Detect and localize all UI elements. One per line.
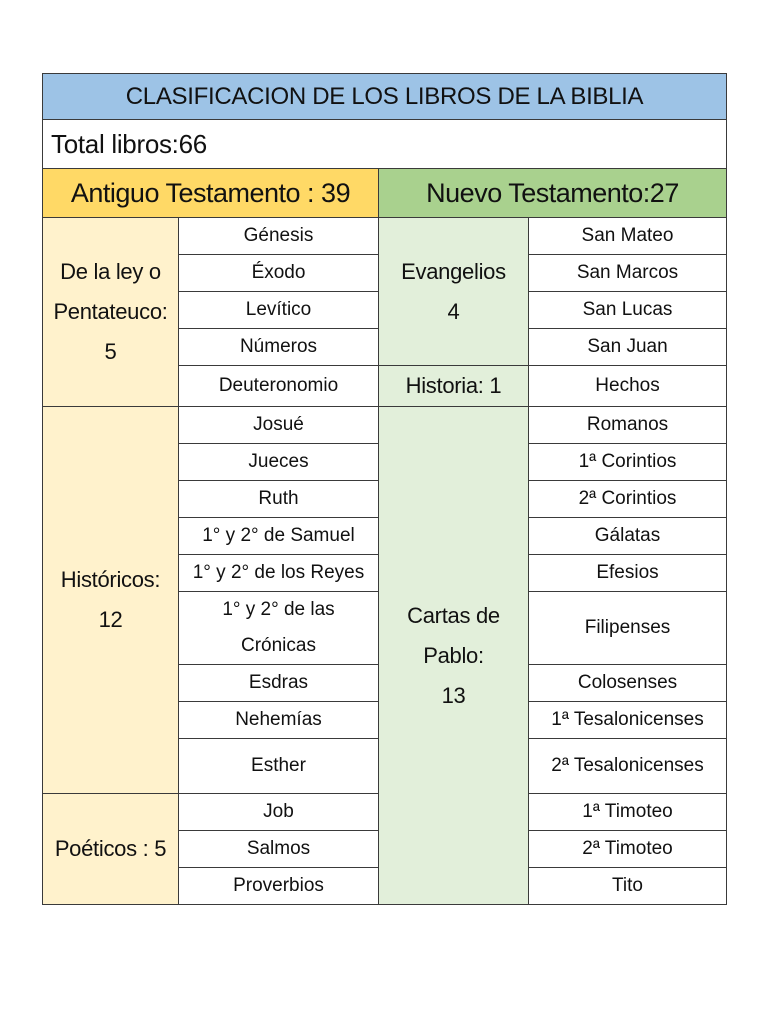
book-cell: San Juan bbox=[529, 329, 727, 366]
category-historicos bbox=[43, 407, 179, 794]
book-cell: San Mateo bbox=[529, 218, 727, 255]
book-cell: Romanos bbox=[529, 407, 727, 444]
category-evangelios bbox=[379, 218, 529, 366]
book-cell: Job bbox=[179, 794, 379, 831]
category-pentateuco bbox=[43, 218, 179, 407]
book-cell: 1ª Tesalonicenses bbox=[529, 702, 727, 739]
book-cell: Filipenses bbox=[529, 592, 727, 665]
book-cell: 1° y 2° de los Reyes bbox=[179, 555, 379, 592]
book-cell: Josué bbox=[179, 407, 379, 444]
book-cell: Hechos bbox=[529, 366, 727, 407]
book-cell: 2ª Timoteo bbox=[529, 831, 727, 868]
table-title: CLASIFICACION DE LOS LIBROS DE LA BIBLIA bbox=[43, 74, 727, 120]
book-cell: Ruth bbox=[179, 481, 379, 518]
book-cell: Jueces bbox=[179, 444, 379, 481]
category-count: 4 bbox=[447, 298, 460, 324]
book-cell: San Marcos bbox=[529, 255, 727, 292]
category-count: 12 bbox=[98, 607, 123, 632]
new-testament-header: Nuevo Testamento:27 bbox=[379, 169, 727, 218]
book-cell: 1° y 2° de las Crónicas bbox=[179, 592, 379, 665]
book-cell: Éxodo bbox=[179, 255, 379, 292]
book-cell: Colosenses bbox=[529, 665, 727, 702]
book-cell: Gálatas bbox=[529, 518, 727, 555]
category-historia: Historia: 1 bbox=[379, 366, 529, 407]
book-cell: Deuteronomio bbox=[179, 366, 379, 407]
category-count: 13 bbox=[441, 682, 466, 708]
book-cell: 2ª Corintios bbox=[529, 481, 727, 518]
book-cell: San Lucas bbox=[529, 292, 727, 329]
category-name: Históricos: bbox=[60, 567, 161, 592]
category-name: Cartas de Pablo: bbox=[407, 602, 500, 668]
book-cell: 2ª Tesalonicenses bbox=[529, 739, 727, 794]
book-cell: Génesis bbox=[179, 218, 379, 255]
category-cartas-pablo bbox=[379, 407, 529, 905]
book-cell: Números bbox=[179, 329, 379, 366]
category-count: 5 bbox=[104, 339, 117, 364]
category-poeticos: Poéticos : 5 bbox=[43, 794, 179, 905]
book-cell: Proverbios bbox=[179, 868, 379, 905]
book-cell: Esdras bbox=[179, 665, 379, 702]
bible-classification-table bbox=[42, 73, 727, 905]
book-cell: Salmos bbox=[179, 831, 379, 868]
category-name: De la ley o Pentateuco: bbox=[53, 259, 168, 324]
book-cell: 1° y 2° de Samuel bbox=[179, 518, 379, 555]
book-cell: 1ª Timoteo bbox=[529, 794, 727, 831]
book-cell: Nehemías bbox=[179, 702, 379, 739]
book-cell: Tito bbox=[529, 868, 727, 905]
category-name: Evangelios bbox=[401, 258, 506, 284]
book-cell: Levítico bbox=[179, 292, 379, 329]
book-cell: Esther bbox=[179, 739, 379, 794]
book-cell: 1ª Corintios bbox=[529, 444, 727, 481]
old-testament-header: Antiguo Testamento : 39 bbox=[43, 169, 379, 218]
total-books: Total libros:66 bbox=[43, 120, 727, 169]
book-cell: Efesios bbox=[529, 555, 727, 592]
